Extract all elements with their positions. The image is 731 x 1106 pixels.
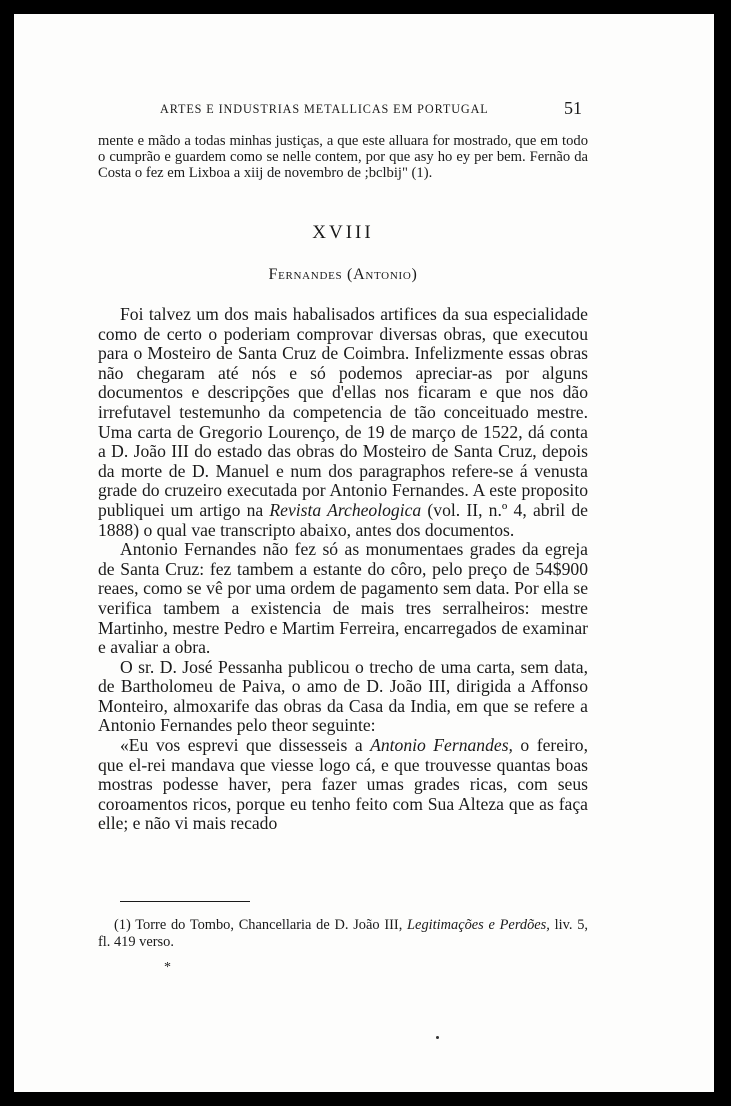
paragraph-3: O sr. D. José Pessanha publicou o trecho de uma carta, sem data, de Bartholomeu de Paiva, o amo de D. João III, dirigida a Affonso Monteiro, almoxarife das obras da Casa da India, em que se refere a Antonio Fernandes pelo theor seguinte: [98,656,588,736]
continued-paragraph: mente e mãdo a todas minhas justiças, a que este alluara for mostrado, que em todo o cumprão e guardem como se nelle contem, por que asy ho ey per bem. Fernão da Costa o fez em Lixboa a xiij de novembro de ;bclbij" (1). [98,133,588,182]
footnote-marker: (1) [114,917,131,933]
quote-end: o fereiro, que el-rei mandava que viesse logo cá, e que trouvesse quantas boas mostras podesse haver, pera fazer umas grades ricas, com seus coroamentos ricos, porque eu tenho feito com Sua Alteza que as faça elle; e não vi mais recado [98,735,588,834]
paragraph-1-text: Foi talvez um dos mais habalisados artifices da sua especialidade como de certo o poderiam comprovar diversas obras, que executou para o Mosteiro de Santa Cruz de Coimbra. Infelizmente essas obras não chegaram até nós e só podemos apreciar-as por alguns documentos e descripções que d'ellas nos ficaram e que nos dão irrefutavel testemunho da competencia de tão conceituado mestre. Uma carta de Gregorio Lourenço, de 19 de março de 1522, dá conta a D. João III do estado das obras do Mosteiro de Santa Cruz, depois da morte de D. Manuel e num dos paragraphos refere-se á venusta grade do cruzeiro executada por Antonio Fernandes. A este proposito publiquei um artigo na [98,304,588,520]
running-head [98,98,588,122]
journal-title: Revista Archeologica [269,499,422,520]
paragraph-1 [98,305,588,540]
page-number: 51 [564,98,582,118]
ink-speck [436,1036,439,1039]
footnote [98,917,588,951]
footnote-italic: Legitimações e Perdões, [407,917,550,933]
footnote-text-end: liv. 5, fl. 419 verso. [98,917,588,951]
quote-start: «Eu vos esprevi que dissesseis a [120,735,371,756]
body-text [98,305,588,834]
page-scan [14,14,714,1092]
running-title: ARTES E INDUSTRIAS METALLICAS EM PORTUGAL [160,102,489,116]
footnote-text: Torre do Tombo, Chancellaria de D. João III, [130,917,408,933]
paragraph-4 [98,736,588,834]
paragraph-1-end: (vol. II, n.º 4, abril de 1888) o qual vae transcripto abaixo, antes dos documentos. [98,499,588,540]
continued-text [98,133,588,182]
footnote-divider [120,901,250,902]
quoted-name: Antonio Fernandes, [370,735,513,756]
section-title: Fernandes (Antonio) [268,266,418,283]
footnote-paragraph [98,917,588,951]
paragraph-2: Antonio Fernandes não fez só as monumentaes grades da egreja de Santa Cruz: fez tambem a estante do côro, pelo preço de 54$900 reaes, como se vê por uma ordem de pagamento sem data. Por ella se verifica tambem a existencia de mais tres serralheiros: mestre Martinho, mestre Pedro e Martim Ferreira, encarregados de examinar e avaliar a obra. [98,539,588,658]
section-number: XVIII [312,222,374,243]
asterisk-mark: * [164,960,171,975]
